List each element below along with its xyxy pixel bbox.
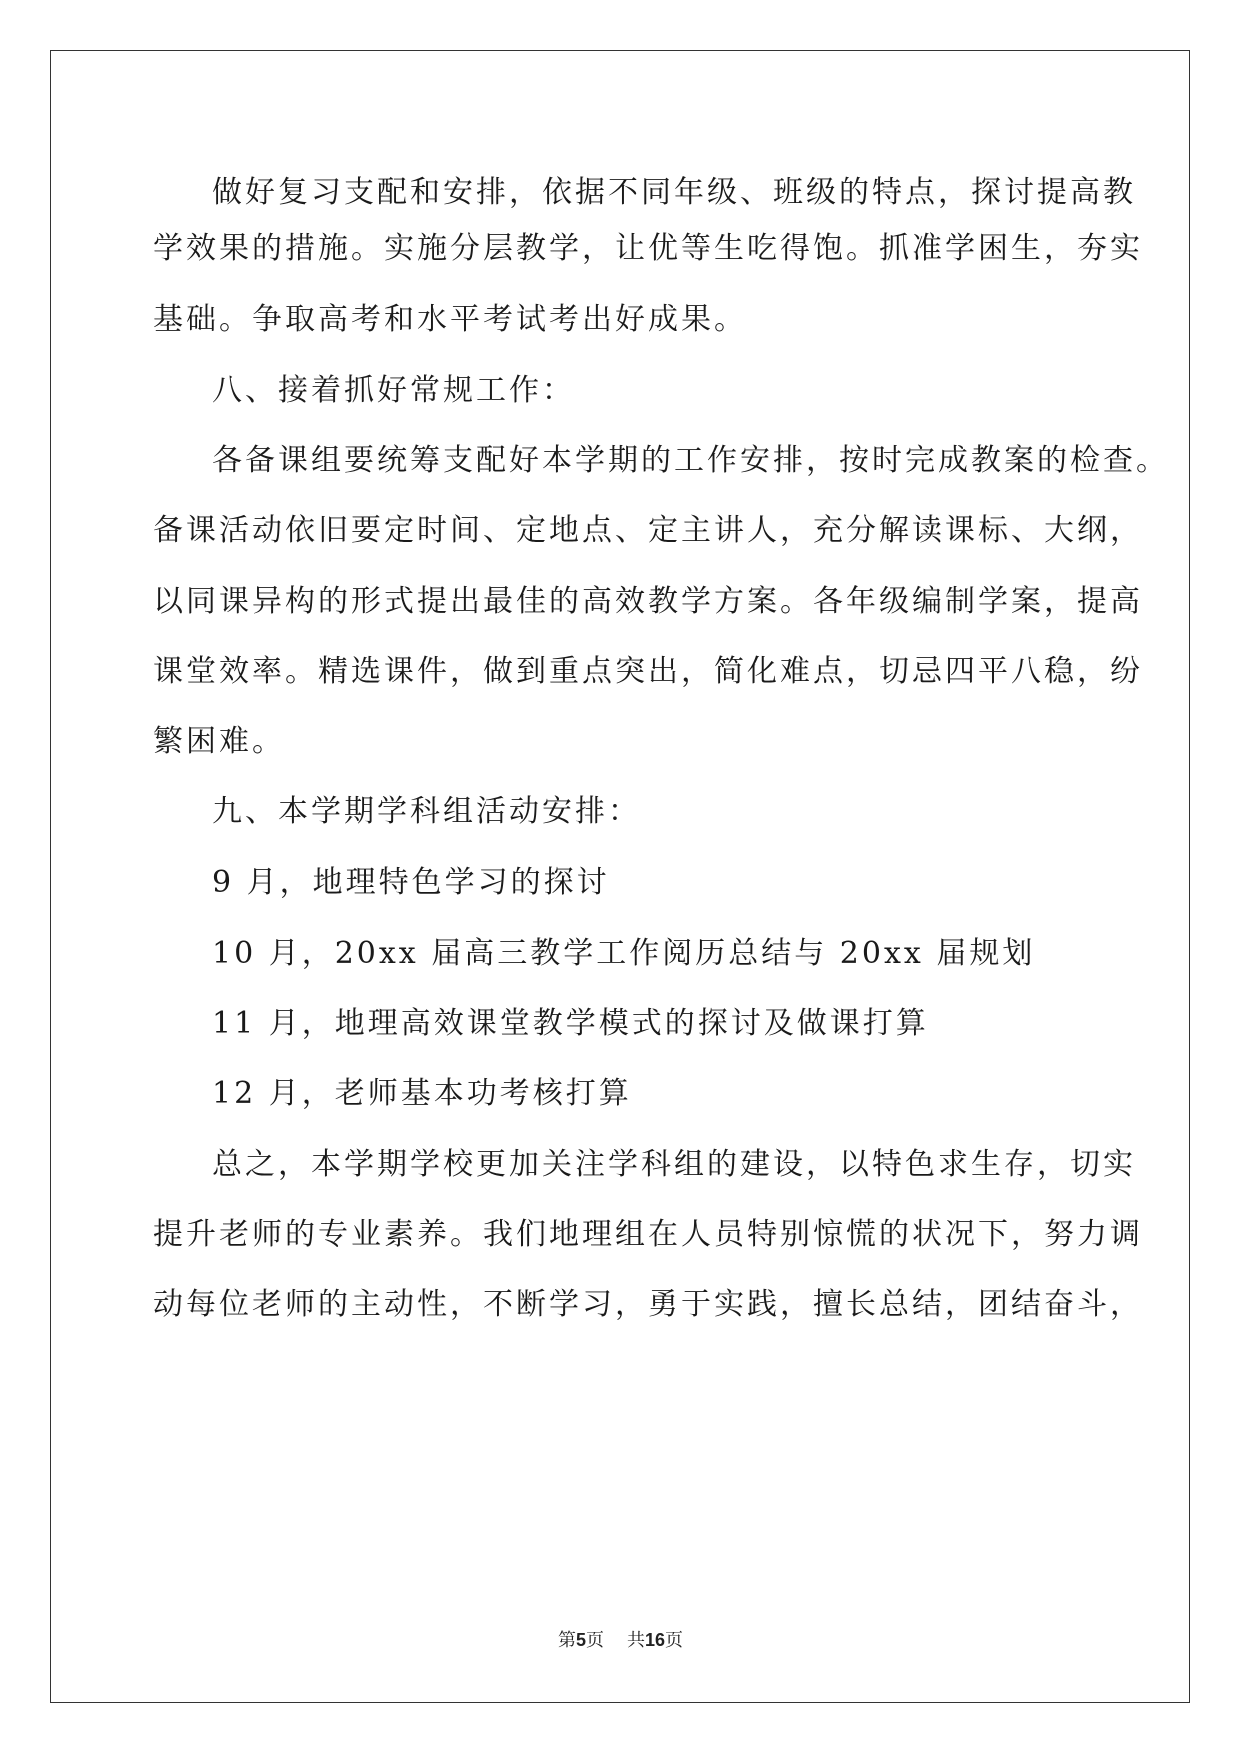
schedule-item-october: 10 月，20xx 届高三教学工作阅历总结与 20xx 届规划 (212, 936, 1036, 971)
schedule-item-september: 9 月，地理特色学习的探讨 (212, 865, 610, 900)
footer-total-suffix: 页 (664, 1630, 683, 1651)
body-line-16: 提升老师的专业素养。我们地理组在人员特别惊慌的状况下，努力调 (153, 1217, 1143, 1252)
page-footer (0, 1628, 1241, 1653)
section-heading-9: 九、本学期学科组活动安排： (212, 794, 641, 829)
body-line-17: 动每位老师的主动性，不断学习，勇于实践，擅长总结，团结奋斗， (153, 1287, 1143, 1322)
footer-prefix: 第 (558, 1630, 577, 1651)
footer-page-suffix: 页 (586, 1630, 605, 1651)
body-line-2: 学效果的措施。实施分层教学，让优等生吃得饱。抓准学困生，夯实 (153, 231, 1143, 266)
body-line-8: 课堂效率。精选课件，做到重点突出，简化难点，切忌四平八稳，纷 (153, 654, 1143, 689)
body-line-6: 备课活动依旧要定时间、定地点、定主讲人，充分解读课标、大纲， (153, 513, 1143, 548)
body-line-7: 以同课异构的形式提出最佳的高效教学方案。各年级编制学案，提高 (153, 584, 1143, 619)
schedule-item-november: 11 月，地理高效课堂教学模式的探讨及做课打算 (212, 1006, 929, 1041)
body-line-15: 总之，本学期学校更加关注学科组的建设，以特色求生存，切实 (212, 1147, 1136, 1182)
body-line-1: 做好复习支配和安排，依据不同年级、班级的特点，探讨提高教 (212, 175, 1136, 210)
section-heading-8: 八、接着抓好常规工作： (212, 373, 575, 408)
footer-total-prefix: 共 (626, 1630, 645, 1651)
schedule-item-december: 12 月，老师基本功考核打算 (212, 1076, 632, 1111)
body-line-3: 基础。争取高考和水平考试考出好成果。 (153, 302, 747, 337)
body-line-9: 繁困难。 (153, 724, 285, 759)
footer-total-pages: 16 (644, 1630, 665, 1650)
footer-page-number: 5 (576, 1630, 587, 1650)
body-line-5: 各备课组要统筹支配好本学期的工作安排，按时完成教案的检查。 (212, 443, 1169, 478)
